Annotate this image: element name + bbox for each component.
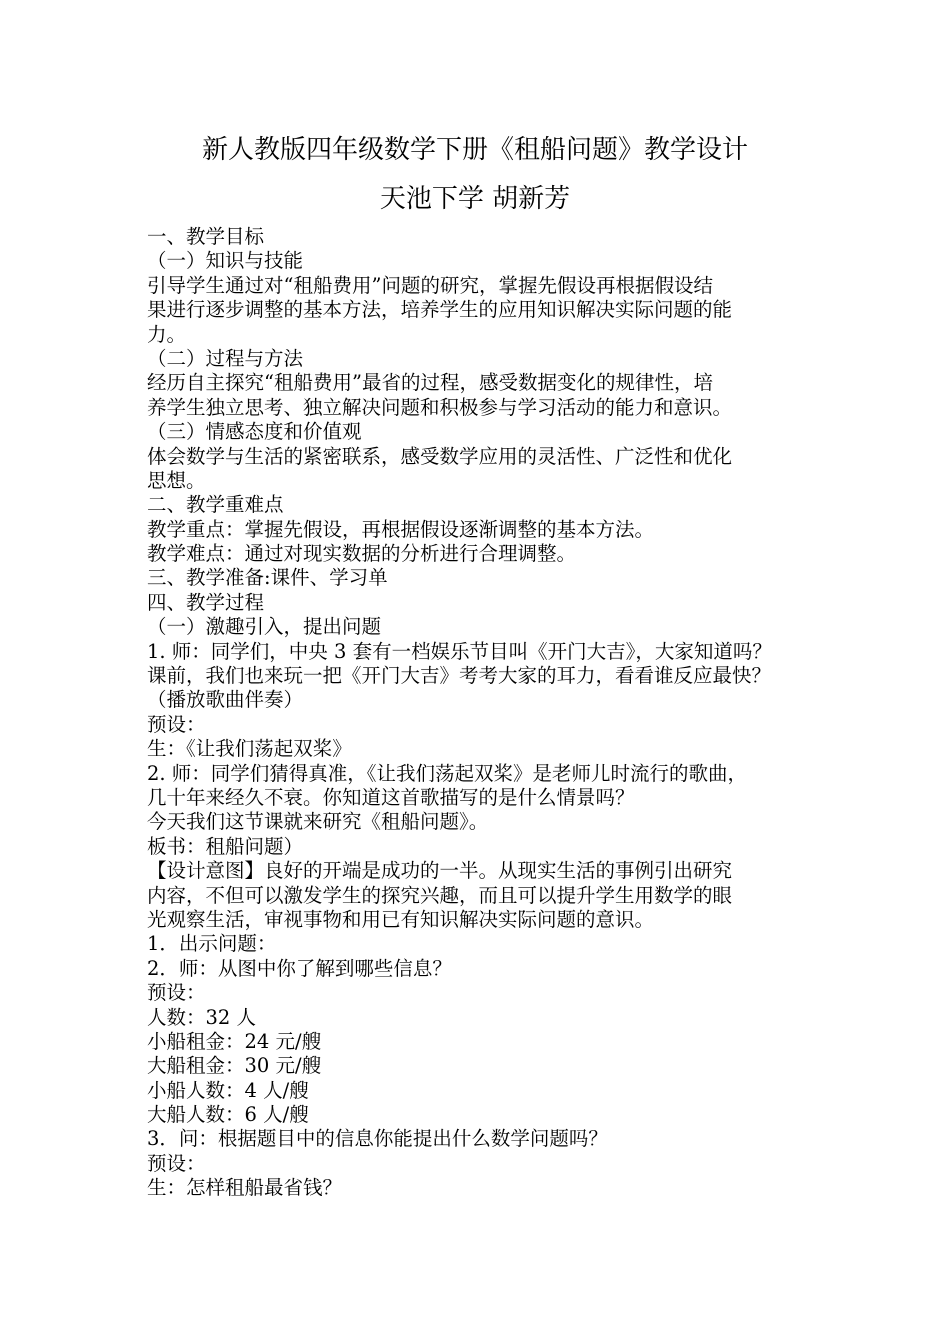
text-line: 3．问：根据题目中的信息你能提出什么数学问题吗？ <box>147 1127 608 1151</box>
text-line: （二）过程与方法 <box>147 346 304 370</box>
text-line: 预设： <box>147 1151 206 1175</box>
text-line: 板书：租船问题） <box>147 834 304 858</box>
text-line: 力。 <box>147 322 187 346</box>
text-line: 预设： <box>147 712 206 736</box>
text-line: 二、教学重难点 <box>147 493 284 517</box>
document-body <box>147 225 827 1201</box>
text-line: 1．出示问题： <box>147 932 277 956</box>
text-line: 一、教学目标 <box>147 225 265 248</box>
text-line: 小船人数：4 人/艘 <box>147 1078 309 1102</box>
document-author: 天池下学 胡新芳 <box>379 184 571 214</box>
text-line: 经历自主探究“租船费用”最省的过程，感受数据变化的规律性，培 <box>147 371 713 395</box>
text-line: （三）情感态度和价值观 <box>147 420 362 444</box>
text-line: 思想。 <box>147 468 206 492</box>
text-line: 三、教学准备:课件、学习单 <box>147 566 388 590</box>
text-line: 小船租金：24 元/艘 <box>147 1029 322 1053</box>
text-line: 2．师：从图中你了解到哪些信息？ <box>147 956 452 980</box>
text-line: 养学生独立思考、独立解决问题和积极参与学习活动的能力和意识。 <box>147 395 733 419</box>
text-line: 1. 师：同学们，中央 3 套有一档娱乐节目叫《开门大吉》，大家知道吗？ <box>147 639 772 663</box>
text-line: 课前，我们也来玩一把《开门大吉》考考大家的耳力，看看谁反应最快？ <box>147 664 772 688</box>
text-line: 大船租金：30 元/艘 <box>147 1054 322 1078</box>
text-line: 人数：32 人 <box>147 1005 257 1029</box>
text-line: （播放歌曲伴奏） <box>147 688 304 712</box>
text-line: 引导学生通过对“租船费用”问题的研究，掌握先假设再根据假设结 <box>147 273 713 297</box>
text-line: 预设： <box>147 981 206 1005</box>
text-line: 大船人数：6 人/艘 <box>147 1103 309 1127</box>
document-title: 新人教版四年级数学下册《租船问题》教学设计 <box>201 135 748 165</box>
text-line: 2. 师：同学们猜得真准，《让我们荡起双桨》是老师儿时流行的歌曲， <box>147 761 748 785</box>
text-line: 教学难点：通过对现实数据的分析进行合理调整。 <box>147 542 577 566</box>
text-line: 今天我们这节课就来研究《租船问题》。 <box>147 810 489 834</box>
text-line: 生：怎样租船最省钱？ <box>147 1176 343 1200</box>
text-line: 生：《让我们荡起双桨》 <box>147 737 352 761</box>
text-line: 内容，不但可以激发学生的探究兴趣，而且可以提升学生用数学的眼 <box>147 883 733 907</box>
text-line: （一）激趣引入，提出问题 <box>147 615 382 639</box>
text-line: 教学重点：掌握先假设，再根据假设逐渐调整的基本方法。 <box>147 517 655 541</box>
text-line: 四、教学过程 <box>147 590 265 614</box>
text-line: 体会数学与生活的紧密联系，感受数学应用的灵活性、广泛性和优化 <box>147 444 733 468</box>
text-line: 光观察生活，审视事物和用已有知识解决实际问题的意识。 <box>147 907 655 931</box>
text-line: （一）知识与技能 <box>147 249 304 273</box>
text-line: 果进行逐步调整的基本方法，培养学生的应用知识解决实际问题的能 <box>147 298 733 322</box>
text-line: 【设计意图】良好的开端是成功的一半。从现实生活的事例引出研究 <box>147 859 733 883</box>
text-line: 几十年来经久不衰。你知道这首歌描写的是什么情景吗？ <box>147 785 635 809</box>
